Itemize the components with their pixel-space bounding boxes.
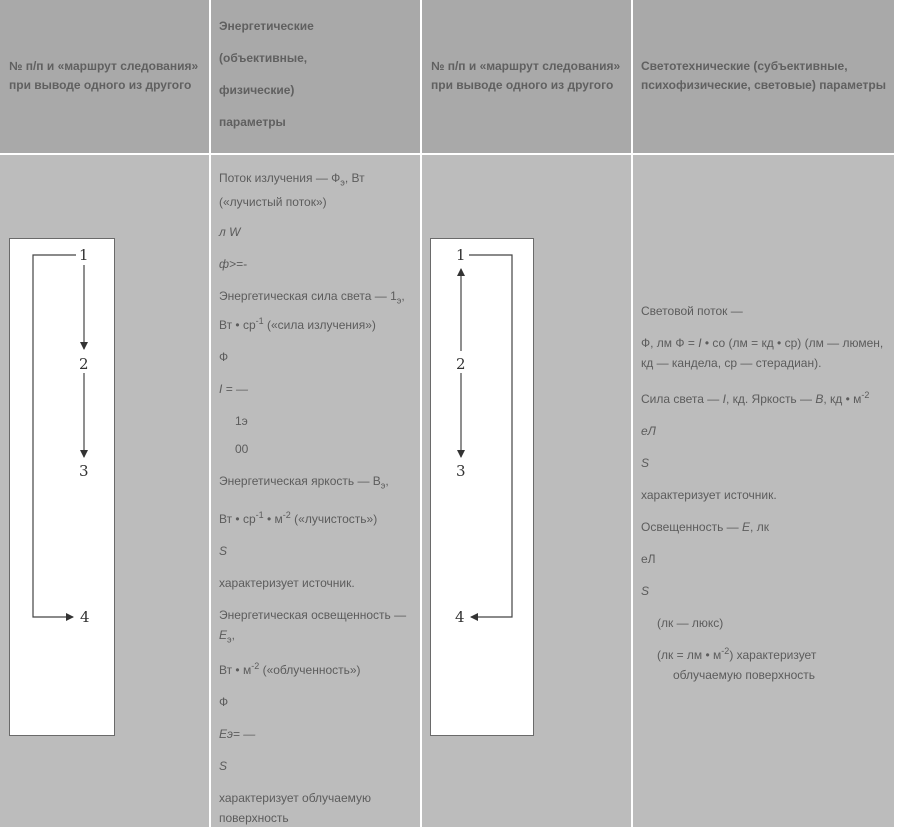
energy-flux-label: Поток излучения — Ф: [219, 171, 341, 185]
energy-irradiance-note: характеризует облучаемую поверхность: [219, 790, 372, 825]
energy-formula-4: I = —: [219, 381, 249, 396]
energy-formula-7: S: [219, 544, 228, 559]
energy-radiance-unit-line: [219, 505, 415, 529]
light-intensity-sup: -2: [861, 390, 870, 400]
header-cell-energy: [211, 0, 420, 153]
energy-radiance-sup-1: -1: [255, 510, 264, 521]
body-cell-left-diagram: [0, 155, 209, 827]
light-formula-1: еЛ: [641, 424, 656, 438]
light-lux: (лк — люкс): [657, 616, 724, 630]
energy-formula-9: Еэ= —: [219, 726, 256, 741]
light-flux-def-symbol: I: [698, 336, 702, 350]
header-cell-number-route-right: [422, 0, 631, 153]
energy-radiance-label: Энергетическая яркость — В: [219, 473, 381, 488]
body-cell-right-diagram: [422, 155, 631, 827]
light-flux: Световой поток —: [641, 304, 743, 318]
header-label-energy-3: физические): [219, 83, 295, 97]
derivation-diagram-right: [430, 238, 534, 736]
energy-radiance-alias: («лучистость»): [290, 512, 378, 527]
energy-flux-alias: («лучистый поток»): [219, 195, 327, 210]
energy-intensity-unit: Вт • ср: [219, 317, 256, 332]
light-lux-definition: [657, 641, 889, 685]
light-flux-def-a: Ф, лм Ф =: [641, 336, 699, 350]
route-line-4-to-1: [469, 255, 512, 617]
energy-radiance-unit-a: Вт • ср: [219, 512, 256, 527]
header-label-energy-2: (объективные,: [219, 51, 308, 65]
light-illuminance: [641, 517, 889, 537]
light-intensity-symbol: I: [722, 392, 726, 406]
energy-irradiance: Энергетическая освещенность — $Е_э$,: [219, 608, 407, 645]
energy-radiance: Энергетическая яркость — $В_э$,: [219, 473, 389, 491]
route-line-1-to-4: [33, 255, 76, 617]
light-illuminance-symbol: Е: [742, 520, 751, 534]
node-label-2: 2: [456, 355, 466, 373]
energy-irradiance-unit: Вт • м: [219, 662, 252, 677]
light-intensity-d: , кд • м: [823, 392, 862, 406]
energy-formula-10: S: [219, 758, 228, 773]
energy-flux-unit: , Вт: [344, 171, 365, 185]
light-lux-def-sup: -2: [721, 646, 730, 656]
header-cell-light: [633, 0, 894, 153]
light-illuminance-a: Освещенность —: [641, 520, 743, 534]
energy-intensity: Энергетическая сила света — $1_э$, Вт • $ср^{-1}$ («сила излучения»): [219, 289, 405, 332]
node-label-2: 2: [79, 355, 89, 373]
node-label-1: 1: [456, 246, 466, 264]
energy-irradiance-label: Энергетическая освещенность —: [219, 608, 407, 623]
body-cell-energy: [211, 155, 420, 827]
energy-radiance-sup-2: -2: [282, 510, 291, 521]
header-label-energy-4: параметры: [219, 115, 286, 129]
energy-intensity-sub: э: [396, 295, 402, 306]
derivation-diagram-right-svg: [431, 239, 533, 735]
energy-flux: [219, 168, 415, 212]
light-luminance-symbol: В: [815, 392, 824, 406]
light-flux-definition: [641, 333, 889, 373]
node-label-4: 4: [455, 608, 465, 626]
derivation-diagram-left-svg: [10, 239, 114, 735]
header-label-number-route-right: № п/п и «маршрут следования» при выводе одного из другого: [431, 59, 621, 92]
light-source-note: характеризует источник.: [641, 488, 777, 502]
light-intensity-b: , кд. Яркость —: [725, 392, 816, 406]
energy-irradiance-alias: («облученность»): [259, 662, 361, 677]
node-label-4: 4: [80, 608, 90, 626]
energy-formula-3: Ф: [219, 349, 229, 364]
node-label-1: 1: [79, 246, 89, 264]
energy-irradiance-unit-line: [219, 656, 415, 680]
light-formula-2: S: [641, 456, 650, 470]
light-formula-3: еЛ: [641, 552, 656, 566]
light-lux-def-a: (лк = лм • м: [657, 648, 722, 662]
energy-radiance-sub: э: [380, 480, 386, 491]
light-intensity-a: Сила света —: [641, 392, 723, 406]
energy-irradiance-sup: -2: [251, 660, 260, 671]
light-illuminance-b: , лк: [750, 520, 769, 534]
energy-formula-6: 00: [235, 441, 249, 456]
header-label-light: Светотехнические (субъективные, психофизические, световые) параметры: [641, 59, 886, 92]
energy-irradiance-symbol: Е: [219, 628, 228, 643]
energy-formula-5: 1э: [235, 413, 248, 428]
energy-irradiance-sub: э: [227, 634, 232, 645]
node-label-3: 3: [456, 462, 466, 480]
energy-radiance-unit-b: • м: [263, 512, 283, 527]
energy-formula-2: ф>=-: [219, 257, 248, 272]
energy-formula-8: Ф: [219, 694, 229, 709]
energy-intensity-alias: («сила излучения»): [263, 317, 376, 332]
node-label-3: 3: [79, 462, 89, 480]
light-lux-def-b: ) характеризует: [729, 648, 817, 662]
light-lux-def-c: облучаемую поверхность: [673, 668, 816, 682]
derivation-diagram-left: [9, 238, 115, 736]
energy-formula-1: л W: [219, 225, 241, 240]
light-formula-4: S: [641, 584, 650, 598]
body-cell-light: [633, 155, 894, 827]
light-flux-def-b: • со (лм = кд • ср) (лм — люмен, кд — кандела, ср — стерадиан).: [641, 336, 884, 370]
header-cell-number-route-left: [0, 0, 209, 153]
energy-flux-sub: э: [340, 177, 345, 188]
header-label-number-route-left: № п/п и «маршрут следования» при выводе одного из другого: [9, 59, 199, 92]
light-intensity: [641, 385, 889, 409]
energy-intensity-sup: -1: [255, 315, 264, 326]
energy-intensity-label: Энергетическая сила света — 1: [219, 289, 397, 304]
energy-radiance-note: характеризует источник.: [219, 576, 355, 591]
header-label-energy-1: Энергетические: [219, 19, 314, 33]
